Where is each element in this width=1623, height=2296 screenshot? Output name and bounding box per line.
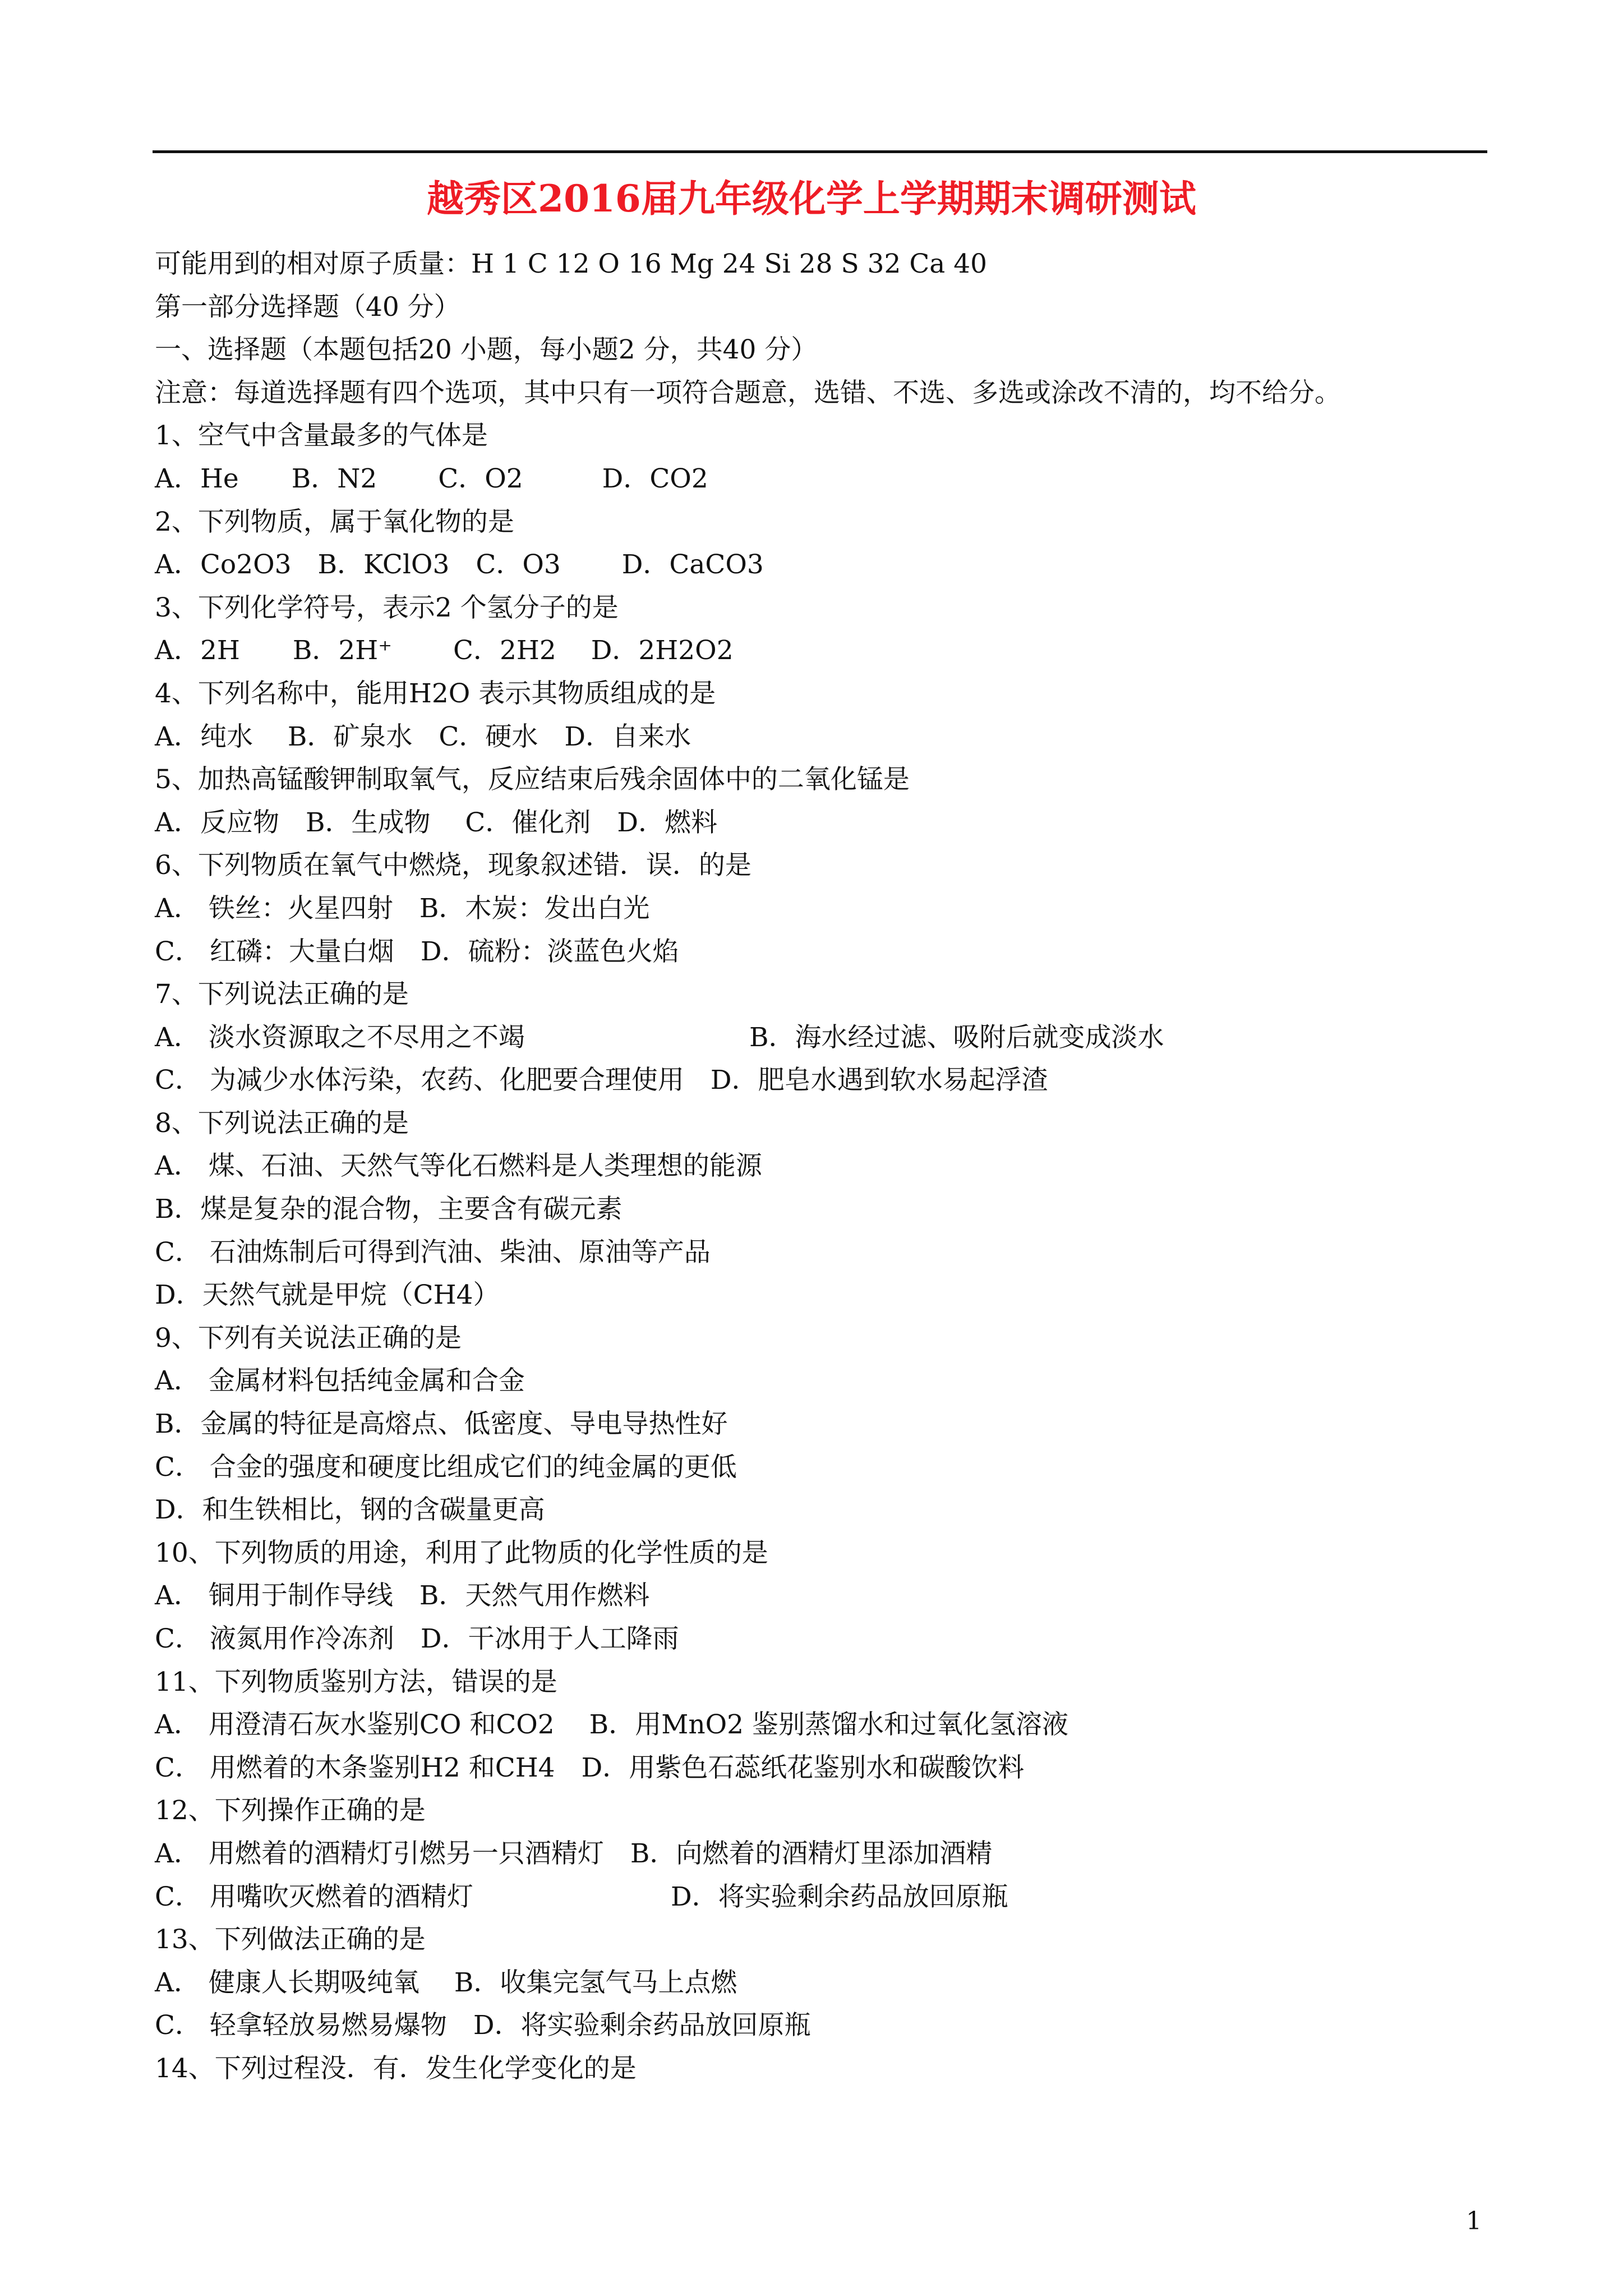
- line-text: C． 红磷：大量白烟 D．硫粉：淡蓝色火焰: [155, 936, 679, 967]
- text-line: [155, 1661, 1501, 1704]
- line-text: 5、加热高锰酸钾制取氧气，反应结束后残余固体中的二氧化锰是: [155, 764, 910, 795]
- text-line: [155, 802, 1501, 845]
- line-text: 3、下列化学符号，表示2 个氢分子的是: [155, 592, 619, 623]
- text-line: [155, 458, 1501, 501]
- line-text: C． 用燃着的木条鉴别H2 和CH4 D．用紫色石蕊纸花鉴别水和碳酸饮料: [155, 1752, 1025, 1783]
- text-line: [155, 887, 1501, 931]
- line-text: 7、下列说法正确的是: [155, 979, 409, 1010]
- text-line: [155, 1446, 1501, 1489]
- line-text: A．Co2O3 B．KClO3 C．O3 D．CaCO3: [155, 549, 764, 581]
- text-line: [155, 758, 1501, 802]
- line-text: A． 金属材料包括纯金属和合金: [155, 1365, 525, 1397]
- line-text-right: D．将实验剩余药品放回原瓶: [671, 1881, 1008, 1912]
- line-text: C． 石油炼制后可得到汽油、柴油、原油等产品: [155, 1236, 711, 1268]
- question-list: [155, 243, 1501, 2091]
- line-text: C． 用嘴吹灭燃着的酒精灯: [155, 1881, 473, 1912]
- line-text: A．2H B．2H⁺ C．2H2 D．2H2O2: [155, 635, 734, 666]
- line-text: C． 为减少水体污染，农药、化肥要合理使用 D．肥皂水遇到软水易起浮渣: [155, 1065, 1048, 1096]
- line-text: 6、下列物质在氧气中燃烧，现象叙述错．误．的是: [155, 850, 751, 881]
- text-line: [155, 1016, 1501, 1060]
- line-text: 11、下列物质鉴别方法，错误的是: [155, 1666, 557, 1697]
- line-text: A． 用燃着的酒精灯引燃另一只酒精灯 B．向燃着的酒精灯里添加酒精: [155, 1838, 993, 1869]
- text-line: [155, 1231, 1501, 1274]
- text-line: [155, 1102, 1501, 1145]
- line-text: A． 用澄清石灰水鉴别CO 和CO2 B．用MnO2 鉴别蒸馏水和过氧化氢溶液: [155, 1709, 1068, 1741]
- line-text: A．反应物 B．生成物 C．催化剂 D．燃料: [155, 807, 718, 838]
- page-number: 1: [1466, 2207, 1482, 2235]
- text-line: [155, 931, 1501, 974]
- line-text-right: B．海水经过滤、吸附后就变成淡水: [749, 1022, 1164, 1053]
- line-text: C． 合金的强度和硬度比组成它们的纯金属的更低: [155, 1451, 737, 1483]
- text-line: [155, 1145, 1501, 1188]
- line-text: 2、下列物质，属于氧化物的是: [155, 506, 514, 537]
- text-line: [155, 544, 1501, 587]
- text-line: [155, 1360, 1501, 1403]
- line-text: 1、空气中含量最多的气体是: [155, 420, 488, 452]
- line-text: 注意：每道选择题有四个选项，其中只有一项符合题意，选错、不选、多选或涂改不清的，均不给分。: [155, 377, 1341, 408]
- text-line: [155, 1833, 1501, 1876]
- text-line: [155, 587, 1501, 630]
- text-line: [155, 1489, 1501, 1532]
- document-title: 越秀区2016届九年级化学上学期期末调研测试: [427, 177, 1196, 220]
- text-line: [155, 973, 1501, 1016]
- line-text: A． 健康人长期吸纯氧 B．收集完氢气马上点燃: [155, 1967, 737, 1998]
- line-text: 第一部分选择题（40 分）: [155, 291, 460, 323]
- line-text: 10、下列物质的用途，利用了此物质的化学性质的是: [155, 1537, 768, 1568]
- text-line: [155, 1747, 1501, 1790]
- line-text: 14、下列过程没．有．发生化学变化的是: [155, 2053, 637, 2084]
- line-text: B．金属的特征是高熔点、低密度、导电导热性好: [155, 1409, 728, 1440]
- text-line: [155, 1317, 1501, 1360]
- text-line: [155, 1532, 1501, 1575]
- text-line: [155, 1876, 1501, 1919]
- line-text: A． 淡水资源取之不尽用之不竭: [155, 1022, 525, 1053]
- text-line: [155, 844, 1501, 887]
- text-line: [155, 1789, 1501, 1833]
- text-line: [155, 629, 1501, 673]
- text-line: [155, 673, 1501, 716]
- line-text: D．天然气就是甲烷（CH4）: [155, 1280, 500, 1311]
- line-text: A． 铜用于制作导线 B．天然气用作燃料: [155, 1580, 650, 1612]
- text-line: [155, 2004, 1501, 2047]
- line-text: 4、下列名称中，能用H2O 表示其物质组成的是: [155, 678, 716, 709]
- line-text: C． 轻拿轻放易燃易爆物 D．将实验剩余药品放回原瓶: [155, 2010, 811, 2041]
- text-line: [155, 1962, 1501, 2005]
- text-line: [155, 243, 1501, 286]
- line-text: 12、下列操作正确的是: [155, 1795, 426, 1826]
- text-line: [155, 1618, 1501, 1661]
- line-text: 一、选择题（本题包括20 小题，每小题2 分，共40 分）: [155, 334, 818, 366]
- text-line: [155, 2047, 1501, 2091]
- line-text: A． 铁丝：火星四射 B．木炭：发出白光: [155, 892, 650, 924]
- text-line: [155, 1575, 1501, 1618]
- text-line: [155, 372, 1501, 415]
- line-text: D．和生铁相比，钢的含碳量更高: [155, 1494, 545, 1526]
- line-text: 13、下列做法正确的是: [155, 1924, 426, 1955]
- text-line: [155, 415, 1501, 458]
- text-line: [155, 716, 1501, 759]
- text-line: [155, 1059, 1501, 1102]
- text-line: [155, 501, 1501, 544]
- text-line: [155, 1274, 1501, 1317]
- line-text: 可能用到的相对原子质量：H 1 C 12 O 16 Mg 24 Si 28 S 32 Ca 40: [155, 249, 988, 279]
- line-text: B．煤是复杂的混合物，主要含有碳元素: [155, 1194, 623, 1225]
- line-text: 9、下列有关说法正确的是: [155, 1322, 462, 1354]
- line-text: 8、下列说法正确的是: [155, 1107, 409, 1139]
- line-text: A． 煤、石油、天然气等化石燃料是人类理想的能源: [155, 1151, 762, 1182]
- text-line: [155, 1918, 1501, 1962]
- text-line: [155, 329, 1501, 372]
- line-text: C． 液氮用作冷冻剂 D．干冰用于人工降雨: [155, 1623, 679, 1654]
- text-line: [155, 1704, 1501, 1747]
- header-rule: [153, 150, 1487, 153]
- line-text: A．纯水 B．矿泉水 C．硬水 D．自来水: [155, 721, 691, 752]
- line-text: A．He B．N2 C．O2 D．CO2: [155, 463, 708, 494]
- text-line: [155, 286, 1501, 329]
- text-line: [155, 1403, 1501, 1446]
- text-line: [155, 1188, 1501, 1231]
